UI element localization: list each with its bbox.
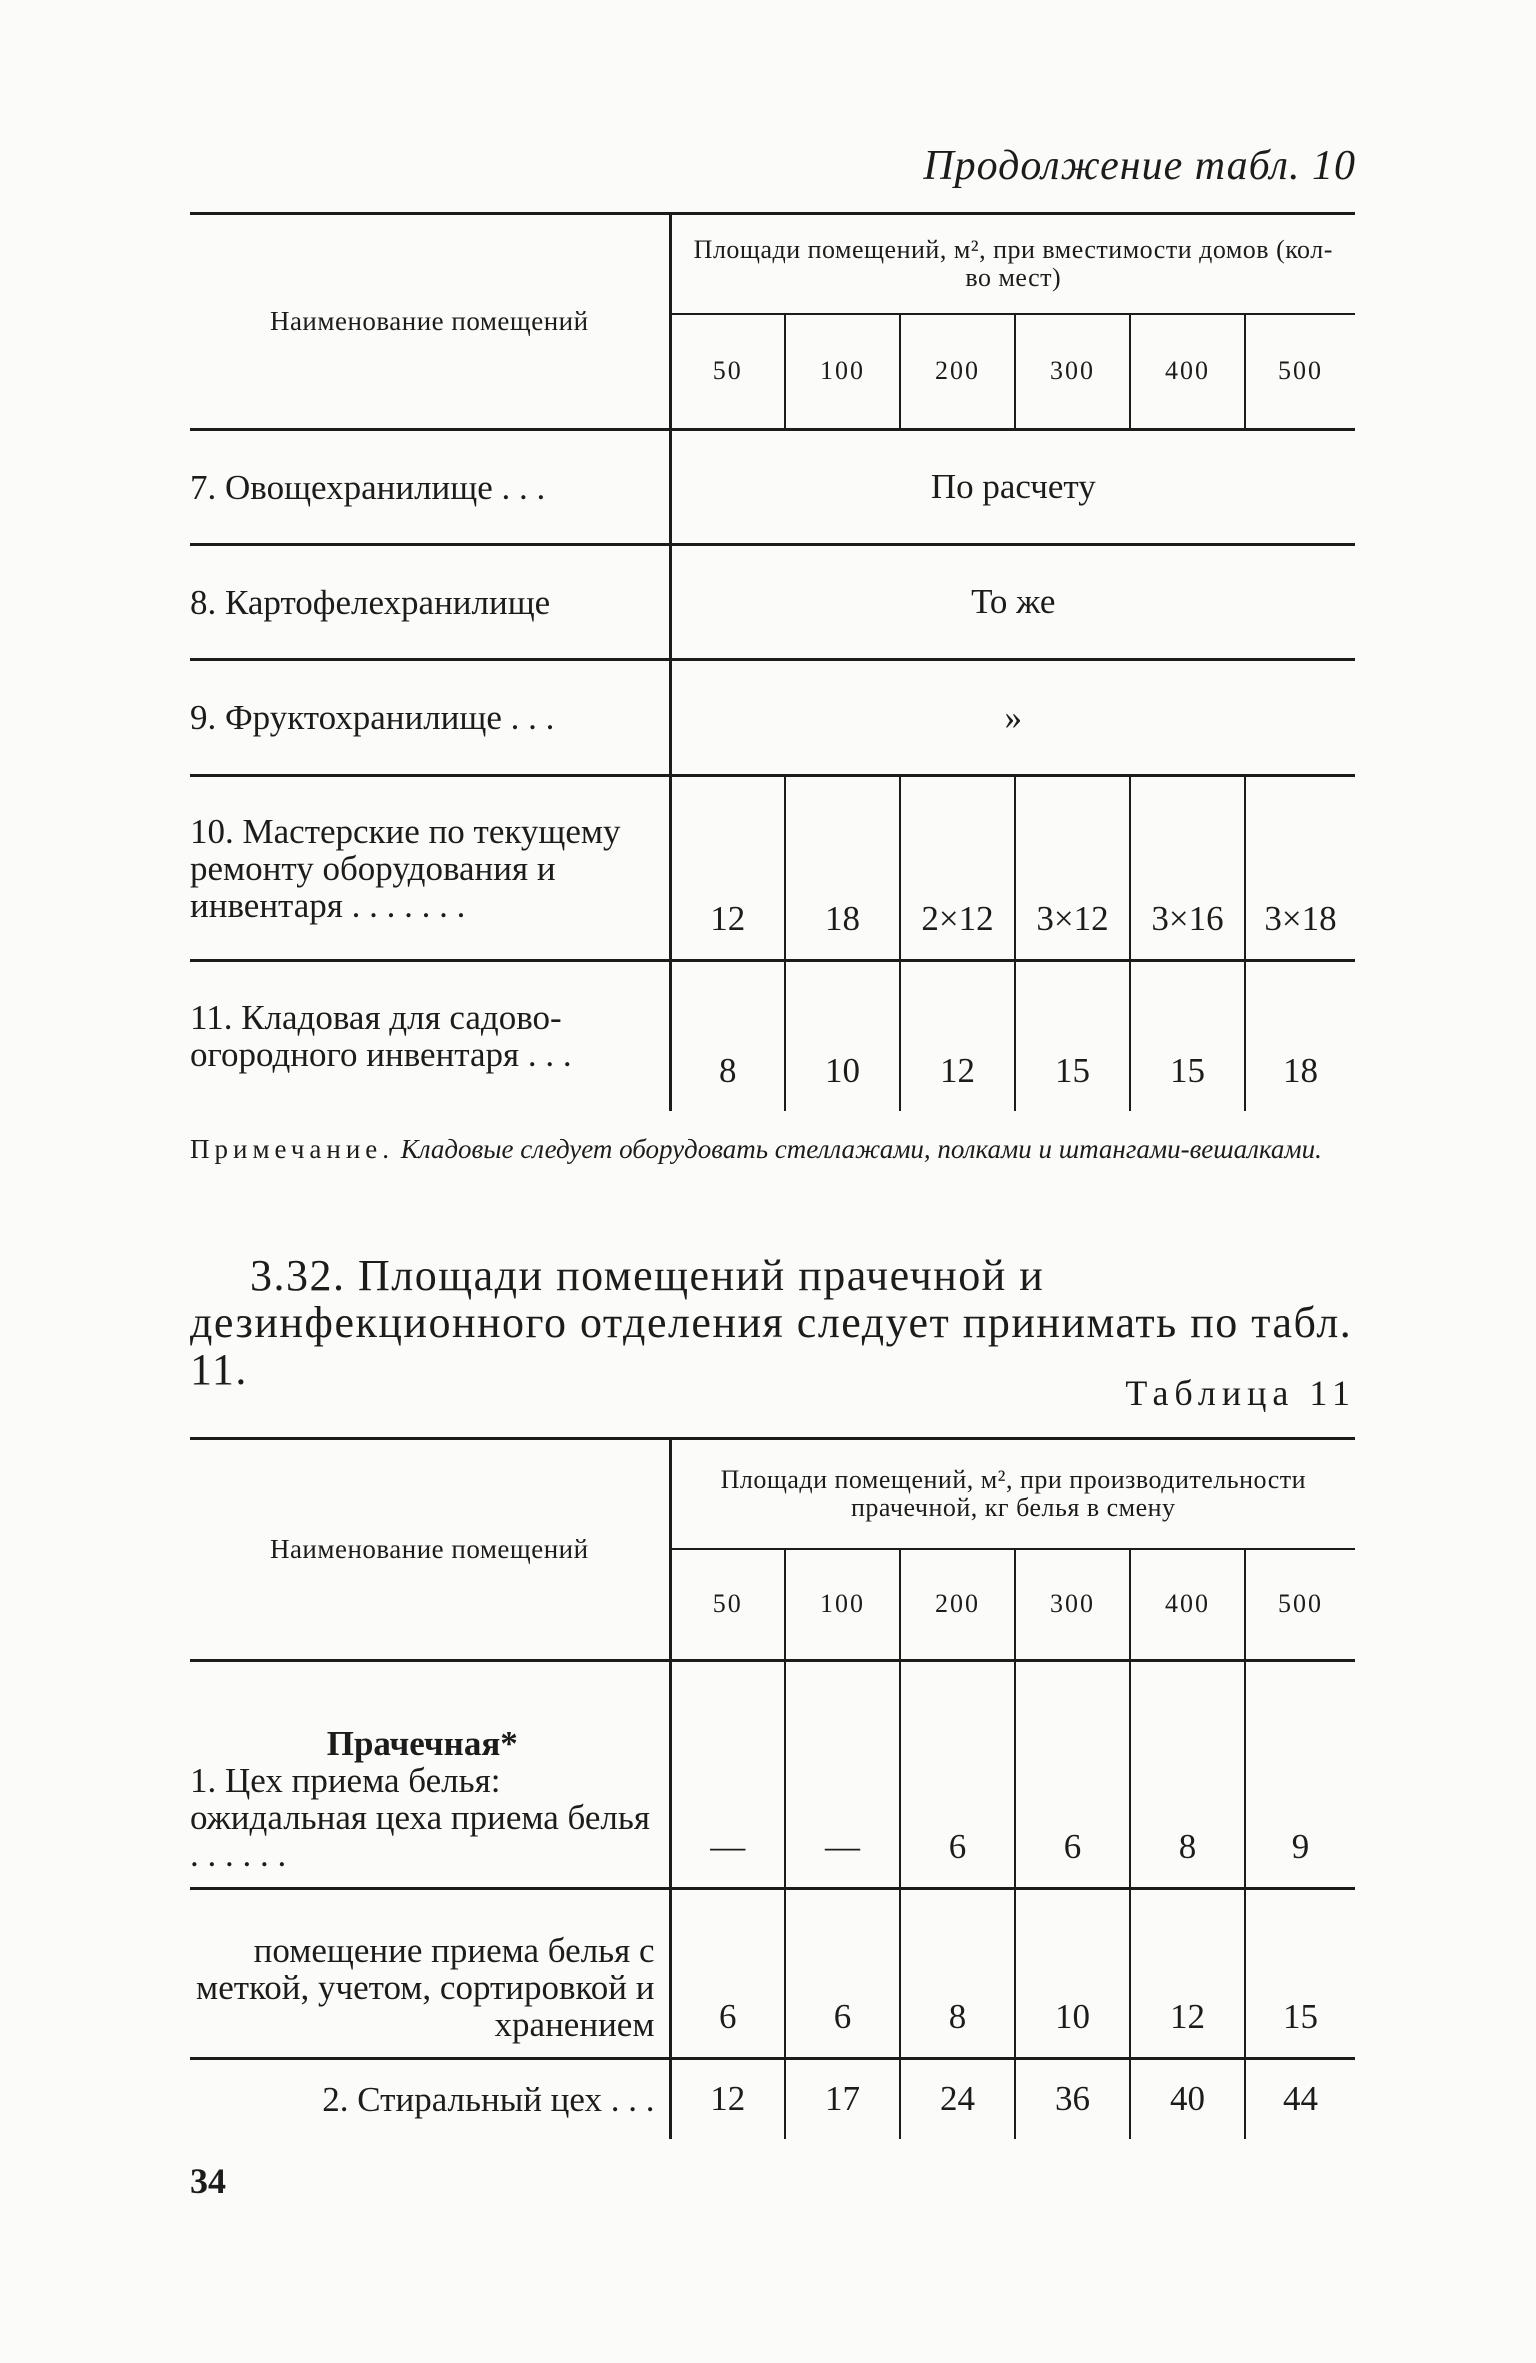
table-row	[190, 1661, 1355, 1889]
cell-value: 15	[1015, 961, 1130, 1111]
cell-value: —	[670, 1661, 785, 1889]
table-row	[190, 660, 1355, 776]
table-note	[190, 1135, 1355, 1164]
cell-value: 17	[785, 2059, 900, 2139]
cell-value: 3×18	[1245, 776, 1355, 961]
table-row	[190, 430, 1355, 545]
row-value-span: По расчету	[670, 430, 1355, 545]
cell-value: 6	[900, 1661, 1015, 1889]
column-header-name: Наименование помещений	[190, 1439, 670, 1661]
column-header-50: 50	[712, 1589, 743, 1619]
row-name: 8. Картофелехранилище	[190, 545, 670, 660]
column-header-300: 300	[1015, 1549, 1130, 1661]
cell-value: 36	[1015, 2059, 1130, 2139]
row-name: 9. Фруктохранилище . . .	[190, 660, 670, 776]
table-row	[190, 545, 1355, 660]
cell-value: 12	[670, 776, 785, 961]
cell-value: 15	[1130, 961, 1245, 1111]
row-name: 2. Стиральный цех . . .	[190, 2059, 670, 2139]
cell-value: 6	[785, 1889, 900, 2059]
column-header-100: 100	[785, 1549, 900, 1661]
row-name: 10. Мастерские по текущему ремонту оборудования и инвентаря . . . . . . .	[190, 776, 670, 961]
row-name: 1. Цех приема белья: ожидальная цеха приема белья . . . . . .	[190, 1761, 650, 1874]
row-value-span: »	[670, 660, 1355, 776]
column-header-200: 200	[900, 1549, 1015, 1661]
row-value-span: То же	[670, 545, 1355, 660]
table-row	[190, 2059, 1355, 2139]
cell-value: 3×12	[1015, 776, 1130, 961]
row-name-cell	[190, 1661, 670, 1889]
table-row	[190, 961, 1355, 1111]
note-label: Примечание.	[190, 1134, 395, 1164]
column-header-200: 200	[900, 314, 1015, 430]
cell-value: 6	[670, 1889, 785, 2059]
table-title: Таблица 11	[1125, 1373, 1356, 1413]
column-group-header: Площади помещений, м², при производительности прачечной, кг белья в смену	[670, 1439, 1355, 1549]
page-number: 34	[190, 2161, 226, 2201]
cell-value: 9	[1245, 1661, 1355, 1889]
column-header-500: 500	[1245, 1549, 1355, 1661]
cell-value: 10	[785, 961, 900, 1111]
table-row	[190, 776, 1355, 961]
cell-value: 2×12	[900, 776, 1015, 961]
cell-value: 8	[670, 961, 785, 1111]
column-header-500: 500	[1245, 314, 1355, 430]
note-text: Кладовые следует оборудовать стеллажами, полками и штангами-вешалками.	[400, 1134, 1322, 1164]
cell-value: 8	[1130, 1661, 1245, 1889]
table-row	[190, 1889, 1355, 2059]
cell-value: 18	[1245, 961, 1355, 1111]
cell-value: 24	[900, 2059, 1015, 2139]
row-name: 7. Овощехранилище . . .	[190, 430, 670, 545]
cell-value: 12	[1130, 1889, 1245, 2059]
table-10	[190, 212, 1355, 1111]
column-header-50: 50	[712, 356, 743, 386]
cell-value: 18	[785, 776, 900, 961]
row-name: помещение приема белья с меткой, учетом, сортировкой и хранением	[190, 1889, 670, 2059]
cell-value: 44	[1245, 2059, 1355, 2139]
section-subheading: Прачечная*	[326, 1724, 518, 1763]
column-header-400: 400	[1130, 314, 1245, 430]
table-continuation-caption: Продолжение табл. 10	[923, 143, 1356, 189]
cell-value: 10	[1015, 1889, 1130, 2059]
cell-value: 40	[1130, 2059, 1245, 2139]
column-header-400: 400	[1130, 1549, 1245, 1661]
paragraph-text: 3.32. Площади помещений прачечной и дезинфекционного отделения следует принимать по табл. 11.	[190, 1251, 1353, 1394]
cell-value: —	[785, 1661, 900, 1889]
column-header-100: 100	[785, 314, 900, 430]
cell-value: 6	[1015, 1661, 1130, 1889]
column-header-name: Наименование помещений	[190, 214, 670, 430]
column-group-header: Площади помещений, м², при вместимости домов (кол-во мест)	[670, 214, 1355, 314]
cell-value: 8	[900, 1889, 1015, 2059]
cell-value: 15	[1245, 1889, 1355, 2059]
cell-value: 12	[670, 2059, 785, 2139]
row-name: 11. Кладовая для садово-огородного инвентаря . . .	[190, 961, 670, 1111]
table-11	[190, 1437, 1355, 2139]
cell-value: 3×16	[1130, 776, 1245, 961]
cell-value: 12	[900, 961, 1015, 1111]
column-header-300: 300	[1015, 314, 1130, 430]
